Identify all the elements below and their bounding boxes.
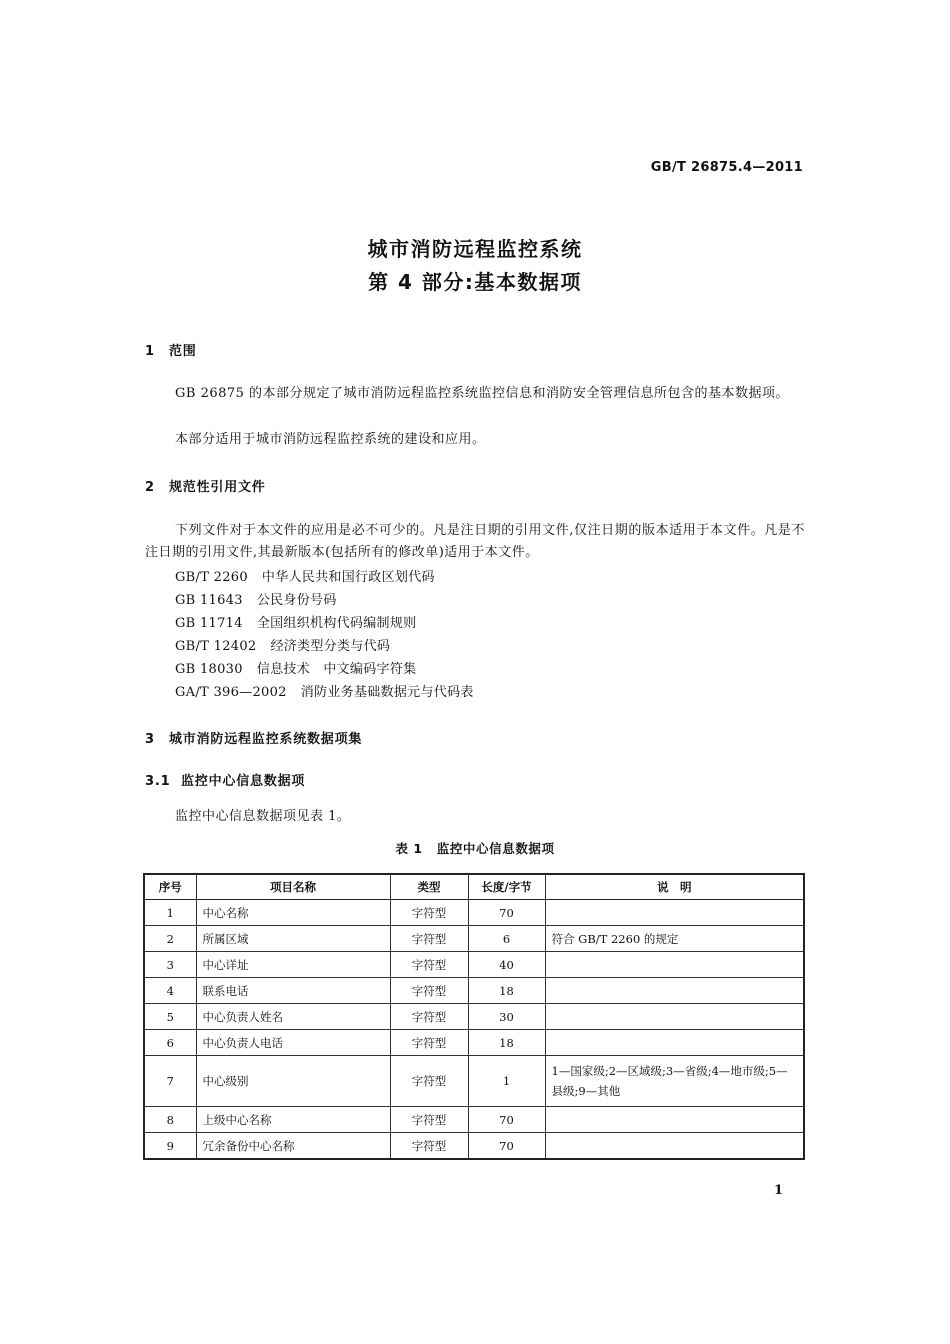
reference-title: 经济类型分类与代码 — [270, 639, 391, 654]
reference-code: GB 11643 — [175, 593, 243, 608]
cell-length: 40 — [468, 952, 545, 978]
column-header-length: 长度/字节 — [468, 874, 545, 900]
cell-type: 字符型 — [390, 926, 468, 952]
normative-reference — [175, 566, 435, 585]
reference-title: 全国组织机构代码编制规则 — [256, 616, 417, 631]
section-3-heading — [145, 728, 362, 747]
section-number: 2 — [145, 480, 155, 495]
cell-name: 联系电话 — [196, 978, 390, 1004]
cell-name: 中心名称 — [196, 900, 390, 926]
normative-reference — [175, 658, 416, 677]
cell-no: 6 — [144, 1030, 196, 1056]
cell-type: 字符型 — [390, 900, 468, 926]
table-row — [144, 1004, 804, 1030]
cell-no: 3 — [144, 952, 196, 978]
column-header-description: 说 明 — [545, 874, 804, 900]
standard-number: GB/T 26875.4—2011 — [650, 160, 803, 175]
cell-type: 字符型 — [390, 1004, 468, 1030]
table-caption-title: 监控中心信息数据项 — [436, 841, 555, 856]
column-header-name: 项目名称 — [196, 874, 390, 900]
table-row — [144, 1133, 804, 1160]
normative-reference — [175, 589, 337, 608]
reference-code: GB 11714 — [175, 616, 243, 631]
cell-type: 字符型 — [390, 1030, 468, 1056]
cell-no: 1 — [144, 900, 196, 926]
cell-no: 5 — [144, 1004, 196, 1030]
cell-name: 所属区域 — [196, 926, 390, 952]
cell-length: 30 — [468, 1004, 545, 1030]
cell-length: 1 — [468, 1056, 545, 1107]
page-number: 1 — [773, 1183, 783, 1198]
cell-no: 9 — [144, 1133, 196, 1160]
cell-length: 6 — [468, 926, 545, 952]
cell-description: 1—国家级;2—区域级;3—省级;4—地市级;5—县级;9—其他 — [545, 1056, 804, 1107]
section-number: 1 — [145, 344, 155, 359]
reference-title: 信息技术 中文编码字符集 — [256, 662, 417, 677]
cell-description — [545, 952, 804, 978]
reference-title: 中华人民共和国行政区划代码 — [261, 570, 435, 585]
document-title-line2: 第 4 部分:基本数据项 — [368, 270, 582, 294]
cell-no: 8 — [144, 1107, 196, 1133]
cell-length: 70 — [468, 900, 545, 926]
table-row — [144, 978, 804, 1004]
cell-length: 70 — [468, 1107, 545, 1133]
cell-description: 符合 GB/T 2260 的规定 — [545, 926, 804, 952]
table-row — [144, 1107, 804, 1133]
section-title: 范围 — [169, 344, 197, 359]
cell-type: 字符型 — [390, 1133, 468, 1160]
cell-description — [545, 1133, 804, 1160]
cell-no: 7 — [144, 1056, 196, 1107]
cell-name: 上级中心名称 — [196, 1107, 390, 1133]
column-header-type: 类型 — [390, 874, 468, 900]
cell-no: 2 — [144, 926, 196, 952]
table-header-row — [144, 874, 804, 900]
cell-name: 中心详址 — [196, 952, 390, 978]
cell-description — [545, 900, 804, 926]
section-1-heading — [145, 340, 197, 359]
table-row — [144, 952, 804, 978]
reference-code: GB 18030 — [175, 662, 243, 677]
normative-reference — [175, 681, 474, 700]
monitoring-center-data-table — [143, 873, 805, 1160]
cell-description — [545, 1030, 804, 1056]
cell-name: 冗余备份中心名称 — [196, 1133, 390, 1160]
cell-length: 18 — [468, 978, 545, 1004]
cell-type: 字符型 — [390, 952, 468, 978]
table-row — [144, 1030, 804, 1056]
table-caption-label: 表 1 — [395, 841, 423, 856]
reference-title: 公民身份号码 — [256, 593, 337, 608]
reference-title: 消防业务基础数据元与代码表 — [300, 685, 474, 700]
cell-description — [545, 1107, 804, 1133]
cell-type: 字符型 — [390, 1107, 468, 1133]
section-2-heading — [145, 476, 266, 495]
column-header-no: 序号 — [144, 874, 196, 900]
section-1-paragraph-2: 本部分适用于城市消防远程监控系统的建设和应用。 — [175, 432, 486, 447]
cell-name: 中心级别 — [196, 1056, 390, 1107]
cell-name: 中心负责人电话 — [196, 1030, 390, 1056]
reference-code: GB/T 12402 — [175, 639, 257, 654]
cell-length: 18 — [468, 1030, 545, 1056]
section-number: 3.1 — [145, 774, 171, 789]
section-title: 规范性引用文件 — [169, 480, 266, 495]
section-2-paragraph-1: 下列文件对于本文件的应用是必不可少的。凡是注日期的引用文件,仅注日期的版本适用于本文件。凡是不注日期的引用文件,其最新版本(包括所有的修改单)适用于本文件。 — [145, 523, 805, 560]
section-3-1-heading — [145, 770, 305, 789]
section-3-1-paragraph: 监控中心信息数据项见表 1。 — [175, 809, 351, 824]
reference-code: GB/T 2260 — [175, 570, 248, 585]
section-number: 3 — [145, 732, 155, 747]
section-1-paragraph-1: GB 26875 的本部分规定了城市消防远程监控系统监控信息和消防安全管理信息所包含的基本数据项。 — [175, 386, 790, 401]
table-row — [144, 926, 804, 952]
cell-no: 4 — [144, 978, 196, 1004]
table-row — [144, 900, 804, 926]
document-title-line1: 城市消防远程监控系统 — [367, 237, 583, 261]
section-title: 城市消防远程监控系统数据项集 — [169, 732, 363, 747]
normative-reference — [175, 635, 390, 654]
cell-name: 中心负责人姓名 — [196, 1004, 390, 1030]
table-row — [144, 1056, 804, 1107]
table-caption — [0, 839, 950, 857]
cell-description — [545, 1004, 804, 1030]
normative-reference — [175, 612, 416, 631]
section-title: 监控中心信息数据项 — [181, 774, 306, 789]
cell-length: 70 — [468, 1133, 545, 1160]
cell-type: 字符型 — [390, 978, 468, 1004]
cell-description — [545, 978, 804, 1004]
reference-code: GA/T 396—2002 — [175, 685, 287, 700]
cell-type: 字符型 — [390, 1056, 468, 1107]
